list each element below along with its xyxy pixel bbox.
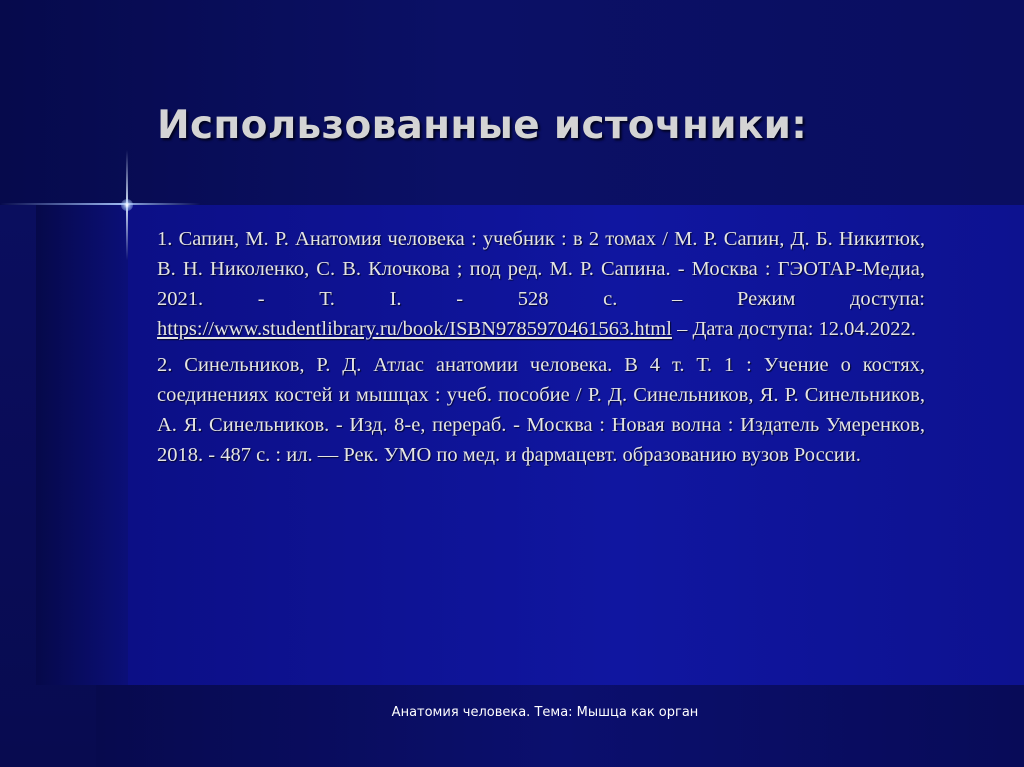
references-list — [157, 224, 925, 476]
reference-1-access-date: – Дата доступа: 12.04.2022. — [671, 318, 916, 340]
slide-footer: Анатомия человека. Тема: Мышца как орган — [391, 705, 699, 720]
slide-title: Использованные источники: — [157, 103, 808, 148]
reference-2-text: 2. Синельников, Р. Д. Атлас анатомии человека. В 4 т. Т. 1 : Учение о костях, соединениях костей и мышцах : учеб. пособие / Р. Д. Синельников, Я. Р. Синельников, А. Я. Синельников. - Изд. 8-е, перераб. - Москва : Новая волна : Издатель Умеренков, 2018. - 487 с. : ил. — Рек. УМО по мед. и фармацевт. образованию вузов России. — [157, 354, 925, 466]
bottom-background-band — [96, 685, 1024, 767]
reference-item-1 — [157, 224, 925, 344]
left-background-strip — [36, 205, 128, 685]
reference-1-link[interactable]: https://www.studentlibrary.ru/book/ISBN9785970461563.html — [157, 318, 672, 340]
sparkle-horizontal-ray — [0, 203, 200, 205]
reference-1-text: 1. Сапин, М. Р. Анатомия человека : учебник : в 2 томах / М. Р. Сапин, Д. Б. Никитюк, В. Н. Николенко, С. В. Клочкова ; под ред. М. Р. Сапина. - Москва : ГЭОТАР-Медиа, 2021. - Т. I. - 528 с. – Режим доступа: — [157, 228, 925, 310]
reference-item-2 — [157, 350, 925, 470]
sparkle-star-icon — [121, 199, 133, 211]
